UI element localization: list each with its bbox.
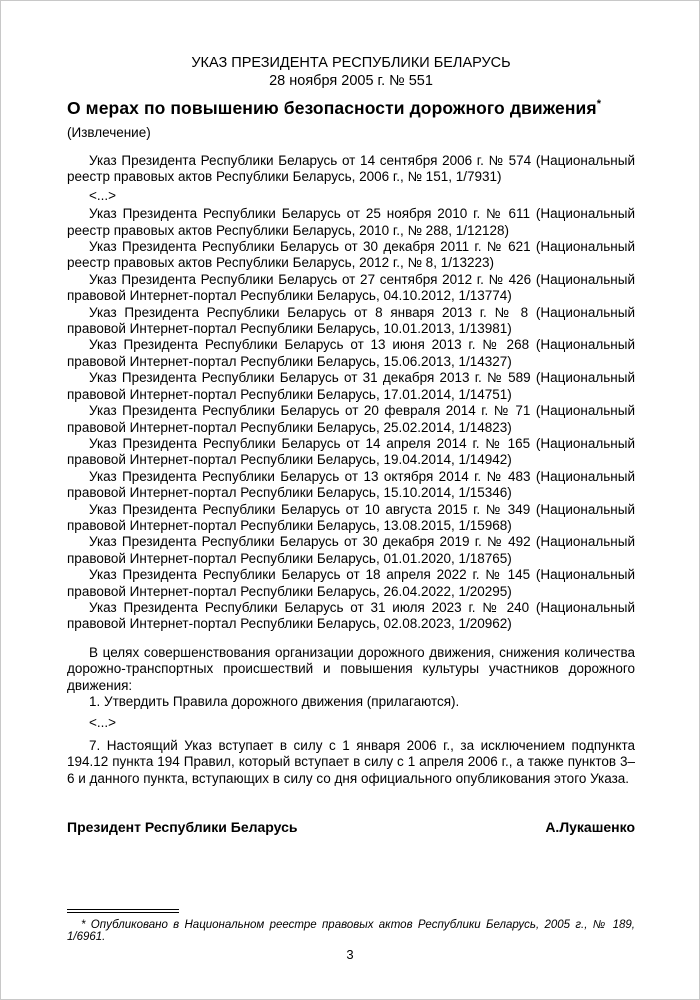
footnote-marker: * (596, 98, 602, 111)
footnote-text-marker: * (81, 919, 91, 931)
doc-title-text: О мерах по повышению безопасности дорожного движения (67, 98, 597, 118)
omission-mark: <...> (89, 187, 117, 203)
amendment-ref: Указ Президента Республики Беларусь от 30 декабря 2019 г. № 492 (Национальный правовой Интернет-портал Республики Беларусь, 01.01.2020, 1/18765) (67, 534, 635, 566)
footnote-text (67, 919, 635, 943)
amendment-ref: Указ Президента Республики Беларусь от 25 ноября 2010 г. № 611 (Национальный реестр правовых актов Республики Беларусь, 2010 г., № 288, 1/12128) (67, 206, 635, 238)
amendment-ref: Указ Президента Республики Беларусь от 8 января 2013 г. № 8 (Национальный правовой Интернет-портал Республики Беларусь, 10.01.2013, 1/13981) (67, 304, 635, 337)
footnote (67, 909, 635, 943)
amendment-ref: Указ Президента Республики Беларусь от 31 декабря 2013 г. № 589 (Национальный правовой Интернет-портал Республики Беларусь, 17.01.2014, 1/14751) (67, 370, 635, 402)
body-item-1: 1. Утвердить Правила дорожного движения (прилагаются). (89, 694, 460, 709)
body-item-7: 7. Настоящий Указ вступает в силу с 1 января 2006 г., за исключением подпункта 194.12 пункта 194 Правил, который вступает в силу с 1 апреля 2006 г., а также пунктов 3–6 и данного пункта, вступающих в силу со дня официального опубликования этого Указа. (67, 737, 635, 786)
extract-label: (Извлечение) (67, 125, 151, 140)
signature-title: Президент Республики Беларусь (67, 819, 298, 836)
body-paragraph-intro: В целях совершенствования организации дорожного движения, снижения количества дорожно-транспортных происшествий и повышения культуры участников дорожного движения: (67, 644, 635, 693)
signature-name: А.Лукашенко (545, 819, 635, 836)
amendment-ref: Указ Президента Республики Беларусь от 31 июля 2023 г. № 240 (Национальный правовой Интернет-портал Республики Беларусь, 02.08.2023, 1/20962) (67, 599, 635, 632)
amendment-ref: Указ Президента Республики Беларусь от 18 апреля 2022 г. № 145 (Национальный правовой Интернет-портал Республики Беларусь, 26.04.2022, 1/20295) (67, 567, 635, 599)
amendment-ref: Указ Президента Республики Беларусь от 30 декабря 2011 г. № 621 (Национальный реестр правовых актов Республики Беларусь, 2012 г., № 8, 1/13223) (67, 239, 635, 271)
doc-type: УКАЗ ПРЕЗИДЕНТА РЕСПУБЛИКИ БЕЛАРУСЬ (191, 55, 511, 71)
amendment-ref: Указ Президента Республики Беларусь от 27 сентября 2012 г. № 426 (Национальный правовой Интернет-портал Республики Беларусь, 04.10.2012, 1/13774) (67, 271, 635, 304)
doc-title (67, 98, 635, 119)
amendment-ref: Указ Президента Республики Беларусь от 14 апреля 2014 г. № 165 (Национальный правовой Интернет-портал Республики Беларусь, 19.04.2014, 1/14942) (67, 435, 635, 468)
doc-header (67, 54, 635, 90)
document-body (67, 645, 635, 787)
amendment-ref: Указ Президента Республики Беларусь от 14 сентября 2006 г. № 574 (Национальный реестр правовых актов Республики Беларусь, 2006 г., № 151, 1/7931) (67, 153, 635, 185)
amendment-ref: Указ Президента Республики Беларусь от 10 августа 2015 г. № 349 (Национальный правовой Интернет-портал Республики Беларусь, 13.08.2015, 1/15968) (67, 501, 635, 533)
body-omission-mark: <...> (89, 715, 117, 731)
amendment-ref: Указ Президента Республики Беларусь от 20 февраля 2014 г. № 71 (Национальный правовой Интернет-портал Республики Беларусь, 25.02.2014, 1/14823) (67, 403, 635, 435)
signature-row (67, 819, 635, 835)
doc-date-number: 28 ноября 2005 г. № 551 (269, 73, 433, 89)
page-number: 3 (346, 947, 354, 962)
footnote-text-body: Опубликовано в Национальном реестре правовых актов Республики Беларусь, 2005 г., № 189, 1/6961. (67, 919, 635, 943)
amendment-ref: Указ Президента Республики Беларусь от 13 июня 2013 г. № 268 (Национальный правовой Интернет-портал Республики Беларусь, 15.06.2013, 1/14327) (67, 337, 635, 369)
footnote-rule (67, 909, 179, 913)
amendment-ref: Указ Президента Республики Беларусь от 13 октября 2014 г. № 483 (Национальный правовой Интернет-портал Республики Беларусь, 15.10.2014, 1/15346) (67, 468, 635, 501)
amendments-list (67, 153, 635, 633)
